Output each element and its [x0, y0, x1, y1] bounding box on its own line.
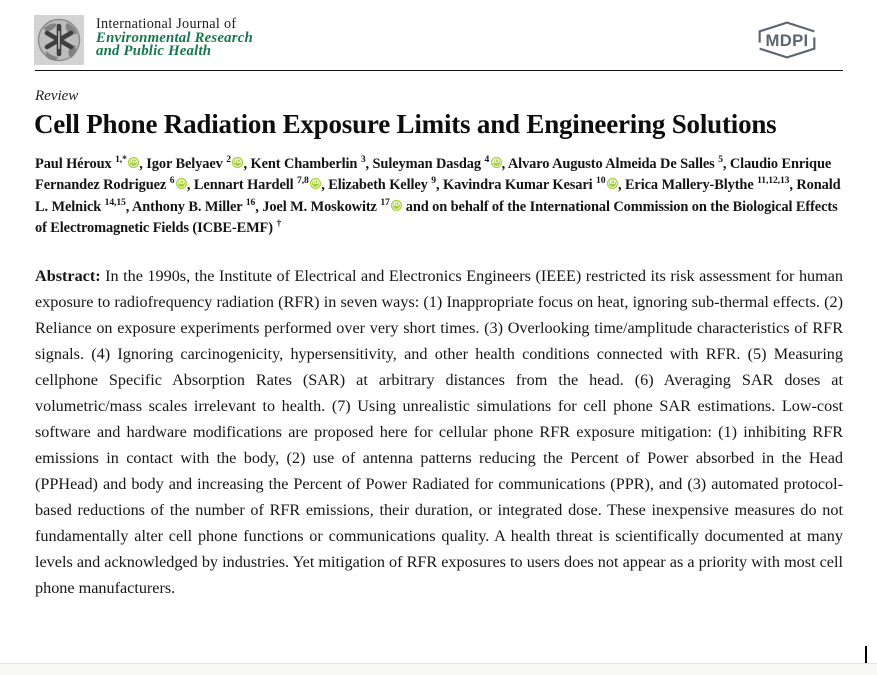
text-caret: [865, 646, 867, 663]
orcid-icon[interactable]: iD: [232, 157, 243, 168]
author: Ronald L. Melnick $^{14,15}$: [35, 177, 841, 215]
author: Elizabeth Kelley $^9$: [328, 175, 436, 194]
journal-name-line1: International Journal of: [96, 16, 237, 32]
author-affiliation-sup: 3: [360, 154, 366, 166]
author: Kent Chamberlin $^3$: [250, 154, 366, 172]
author-affiliation-sup: 4: [484, 154, 490, 166]
author: Anthony B. Miller $^{16}$: [131, 197, 256, 215]
abstract-text: In the 1990s, the Institute of Electrical and Electronics Engineers (IEEE) restricted its risk assessment for human exposure to radiofrequency radiation (RFR) in seven ways: (1) Inappropriate focus on heat, ignoring sub-thermal effects. (2) Reliance on exposure experiments performed over very short times. (3) Overlooking time/amplitude characteristics of RFR signals. (4) Ignoring carcinogenicity, hypersensitivity, and other health conditions connected with RFR. (5) Measuring cellphone Specific Absorption Rates (SAR) at arbitrary distances from the head. (6) Averaging SAR doses at volumetric/mass scales irrelevant to health. (7) Using unrealistic simulations for cell phone SAR estimations. Low-cost software and hardware modifications are proposed here for cellular phone RFR exposure mitigation: (1) inhibiting RFR emissions in contact with the body, (2) use of antenna patterns reducing the Percent of Power absorbed in the Head (PPHead) and body and increasing the Percent of Power Radiated for communications (PPR), and (3) automated protocol-based reductions of the number of RFR emissions, their duration, or integrated dose. These inexpensive measures do not fundamentally alter cell phone functions or communications quality. A health threat is scientifically documented at many levels and acknowledged by industries. Yet mitigation of RFR exposures to users does not appear as a priority with most cell phone manufacturers.: [35, 267, 843, 597]
author-affiliation-sup: 14,15: [104, 197, 126, 209]
author: Lennart Hardell $^{7,8}$ iD: [194, 177, 321, 193]
author-affiliation-sup: 6: [169, 175, 175, 187]
author: Erica Mallery-Blythe $^{11,12,13}$: [624, 175, 790, 194]
journal-name-line2: Environmental Research: [96, 29, 253, 46]
abstract-label: Abstract:: [35, 267, 101, 285]
article-title: Cell Phone Radiation Exposure Limits and Engineering Solutions: [34, 109, 777, 139]
orcid-icon[interactable]: iD: [607, 178, 618, 189]
author: Suleyman Dasdag $^4$ iD: [373, 156, 502, 172]
author-affiliation-sup: 10: [596, 175, 606, 187]
mdpi-logo-text: MDPI: [765, 31, 809, 50]
orcid-icon[interactable]: iD: [391, 200, 402, 211]
author-affiliation-sup: 5: [718, 154, 723, 166]
author-affiliation-sup: 16: [245, 197, 256, 209]
author: Igor Belyaev $^2$ iD: [146, 156, 243, 172]
author: Claudio Enrique Fernandez Rodriguez $^6$ iD: [35, 156, 832, 194]
author-affiliation-sup: 1,*: [115, 154, 127, 166]
orcid-icon[interactable]: iD: [310, 178, 321, 189]
mdpi-logo-icon: [755, 19, 819, 61]
author-affiliation-sup: 2: [226, 154, 231, 166]
author-affiliation-sup: 11,12,13: [757, 175, 790, 187]
orcid-icon[interactable]: iD: [491, 157, 502, 168]
orcid-icon[interactable]: iD: [128, 157, 139, 168]
page-bottom-strip: [0, 663, 877, 675]
journal-name-line3: and Public Health: [96, 43, 212, 60]
author-list: Paul Héroux $^{1,*}$ iD , Igor Belyaev $^2$ iD , Kent Chamberlin $^3$, Suleyman Dasdag $^4$ iD , Alvaro Augusto Almeida De Salles $^5$, Claudio Enrique Fernandez Rodriguez $^6$ iD , Lennart Hardell $^{7,8}$ iD , Elizabeth Kelley $^9$, Kavindra Kumar Kesari $^{10}$ iD , Erica Mallery-Blythe $^{11,12,13}$, Ronald L. Melnick $^{14,15}$, Anthony B. Miller $^{16}$, Joel M. Moskowitz $^{17}$ iD and on behalf of the International Commission on the Biological Effects of Electromagnetic Fields (ICBE-EMF) †: [35, 154, 841, 237]
author: Kavindra Kumar Kesari $^{10}$ iD: [443, 177, 618, 193]
author-affiliation-sup: 17: [380, 197, 390, 209]
journal-name: [96, 18, 253, 59]
article-type-label: Review: [35, 88, 79, 104]
author: Joel M. Moskowitz $^{17}$ iD: [262, 199, 402, 215]
orcid-icon[interactable]: iD: [176, 178, 187, 189]
abstract-paragraph: [35, 263, 843, 601]
group-author-dagger-sup: †: [276, 218, 282, 230]
author: Alvaro Augusto Almeida De Salles $^5$: [507, 154, 723, 172]
author: Paul Héroux $^{1,*}$ iD: [35, 156, 139, 172]
header-divider: [35, 70, 843, 71]
author-affiliation-sup: 9: [431, 175, 436, 187]
journal-globe-logo-icon: [34, 15, 84, 65]
author-affiliation-sup: 7,8: [297, 175, 309, 187]
